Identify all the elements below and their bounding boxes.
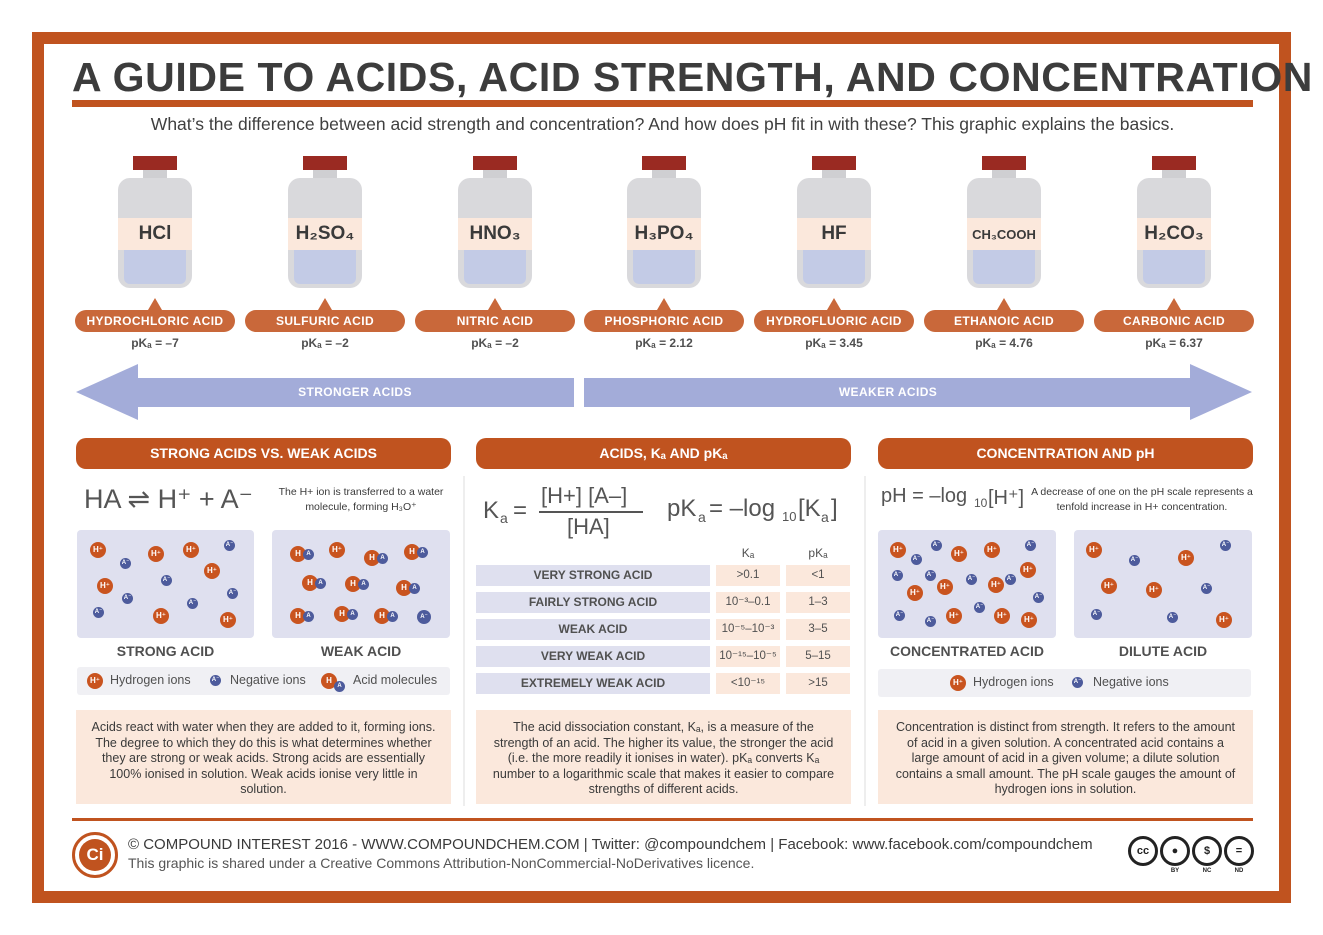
row-label: EXTREMELY WEAK ACID: [476, 673, 710, 694]
hydrogen-ion: H⁺: [984, 542, 1000, 558]
hydrogen-ion: H⁺: [204, 563, 220, 579]
concentration-legend: [878, 669, 1251, 697]
hydrogen-part: H: [404, 544, 420, 560]
hydrogen-ion: H⁺: [951, 546, 967, 562]
acid-pka: [415, 336, 575, 350]
acid-bottle: [458, 156, 532, 290]
pka-value: 4.76: [1009, 336, 1033, 350]
nc-label: NC: [1202, 868, 1212, 874]
row-ka: <10⁻¹⁵: [716, 673, 780, 694]
row-label: FAIRLY STRONG ACID: [476, 592, 710, 613]
acid-formula: HF: [797, 218, 871, 250]
hydrogen-part: H: [290, 608, 306, 624]
hydrogen-part: H: [302, 575, 318, 591]
bottle-cap: [303, 156, 347, 170]
acid-molecule: [374, 608, 400, 624]
hydrogen-ion: H⁺: [907, 585, 923, 601]
hydrogen-ion: H⁺: [1020, 562, 1036, 578]
pka-equation: [667, 495, 847, 535]
acid-pka: [754, 336, 914, 350]
bottle-body: [797, 178, 871, 288]
bottle-cap: [982, 156, 1026, 170]
acid-formula: H₃PO₄: [627, 218, 701, 250]
bottle-cap: [812, 156, 856, 170]
negative-ion: A⁻: [187, 598, 198, 609]
negative-ion: A⁻: [161, 575, 172, 586]
hydrogen-ion: H⁺: [1021, 612, 1037, 628]
legend-negative-ions: Negative ions: [230, 673, 306, 687]
hydrogen-ion: H⁺: [1086, 542, 1102, 558]
ka-pka-heading: ACIDS, Kₐ AND pKₐ: [476, 438, 851, 469]
section-divider: [463, 476, 465, 806]
equals-sign: =: [513, 497, 528, 524]
bottle-liquid: [1143, 246, 1205, 284]
dissociation-equation: HA ⇌ H⁺ + A⁻: [84, 484, 253, 514]
fraction-bar: [539, 511, 643, 513]
hydrogen-ion: H⁺: [994, 608, 1010, 624]
acid-name-label: HYDROCHLORIC ACID: [75, 310, 235, 332]
pka-column-header: pKₐ: [808, 546, 828, 560]
acid-name-label: HYDROFLUORIC ACID: [754, 310, 914, 332]
acid-bottle: [1137, 156, 1211, 290]
cc-icon: cc: [1128, 836, 1158, 866]
hydrogen-ion: H⁺: [90, 542, 106, 558]
negative-ion: A⁻: [925, 616, 936, 627]
negative-ion: A⁻: [1201, 583, 1212, 594]
pointer-triangle: [148, 298, 162, 310]
bottle-liquid: [803, 246, 865, 284]
hydrogen-part: H: [321, 673, 337, 689]
pka-symbol: pK: [667, 495, 697, 522]
nc-icon: $: [1192, 836, 1222, 866]
strong-acid-label: STRONG ACID: [116, 643, 215, 659]
pka-subscript: a: [698, 509, 706, 525]
weaker-acids-arrow: WEAKER ACIDS: [584, 378, 1192, 407]
ka-numerator: [H+] [A–]: [541, 483, 628, 508]
row-ka: 10⁻³–0.1: [716, 592, 780, 613]
concentrated-acid-diagram: [878, 530, 1056, 638]
dilute-acid-diagram: [1074, 530, 1252, 638]
ka-denominator: [HA]: [567, 514, 610, 539]
hydrogen-ion: H⁺: [97, 578, 113, 594]
acid-formula: CH₃COOH: [967, 218, 1041, 250]
negative-ion-key: A⁻: [1072, 677, 1083, 688]
bottle-body: [288, 178, 362, 288]
hydrogen-ion: H⁺: [946, 608, 962, 624]
negative-ion: A⁻: [892, 570, 903, 581]
pka-prefix: pKₐ =: [975, 336, 1007, 350]
hydrogen-part: H: [290, 546, 306, 562]
ka-column-header: Kₐ: [741, 546, 755, 560]
hydrogen-part: H: [334, 606, 350, 622]
acid-pka: [1094, 336, 1254, 350]
acid-molecule: [334, 606, 360, 622]
ka-explanation: The acid dissociation constant, Kₐ, is a measure of the strength of an acid. The higher its value, the stronger the acid (i.e. the more readily it ionises in water). pKₐ converts Kₐ number to a logarithmic scale that makes it easier to compare strengths of different acids.: [476, 710, 851, 804]
negative-ion: A⁻: [894, 610, 905, 621]
row-pka: 1–3: [786, 592, 850, 613]
bottle-body: [118, 178, 192, 288]
acid-molecule: [364, 550, 390, 566]
row-label: VERY STRONG ACID: [476, 565, 710, 586]
strong-weak-heading: STRONG ACIDS VS. WEAK ACIDS: [76, 438, 451, 469]
hydrogen-ion: H⁺: [1178, 550, 1194, 566]
bottle-liquid: [973, 246, 1035, 284]
negative-ion: A⁻: [1091, 609, 1102, 620]
bottle-body: [967, 178, 1041, 288]
negative-ion: A⁻: [931, 540, 942, 551]
close-bracket: ]: [831, 495, 838, 522]
hydrogen-ion: H⁺: [329, 542, 345, 558]
anion-part: A: [315, 578, 326, 589]
acid-name-label: PHOSPHORIC ACID: [584, 310, 744, 332]
pka-value: –2: [505, 336, 519, 350]
hydrogen-ion: H⁺: [220, 612, 236, 628]
negative-ion: A⁻: [1025, 540, 1036, 551]
acid-name-label: NITRIC ACID: [415, 310, 575, 332]
acid-name-label: SULFURIC ACID: [245, 310, 405, 332]
footer-credits: © COMPOUND INTEREST 2016 - WWW.COMPOUNDCHEM.COM | Twitter: @compoundchem | Facebook: www.facebook.com/compoundchem: [128, 836, 1093, 853]
by-label: BY: [1170, 868, 1180, 874]
pka-value: –2: [335, 336, 349, 350]
hydrogen-ion: H⁺: [148, 546, 164, 562]
pka-prefix: pKₐ =: [1145, 336, 1177, 350]
neg-log: = –log: [709, 495, 776, 522]
bottle-cap: [1152, 156, 1196, 170]
acid-pka: [924, 336, 1084, 350]
acid-molecule: [345, 576, 371, 592]
bottle-body: [627, 178, 701, 288]
bottle-liquid: [124, 246, 186, 284]
acid-name-label: ETHANOIC ACID: [924, 310, 1084, 332]
acid-bottle: [118, 156, 192, 290]
row-pka: 5–15: [786, 646, 850, 667]
acid-formula: H₂CO₃: [1137, 218, 1211, 250]
negative-ion: A⁻: [227, 588, 238, 599]
legend-acid-molecules: Acid molecules: [353, 673, 438, 687]
acid-formula: HCl: [118, 218, 192, 250]
pka-value: 6.37: [1179, 336, 1203, 350]
legend-hydrogen-ions: Hydrogen ions: [110, 673, 191, 687]
negative-ion: A⁻: [911, 554, 922, 565]
anion-part: A: [387, 611, 398, 622]
anion-part: A: [358, 579, 369, 590]
row-pka: <1: [786, 565, 850, 586]
acid-molecule: [396, 580, 422, 596]
hydrogen-ion: H⁺: [153, 608, 169, 624]
page-title: A GUIDE TO ACIDS, ACID STRENGTH, AND CONCENTRATION: [72, 54, 1314, 100]
bottle-cap: [642, 156, 686, 170]
acid-bottle: [627, 156, 701, 290]
strength-legend: [77, 667, 450, 695]
acid-molecule: [404, 544, 430, 560]
anion-part: A: [377, 553, 388, 564]
ka-equation: [483, 483, 653, 543]
negative-ion: A⁻: [974, 602, 985, 613]
row-label: WEAK ACID: [476, 619, 710, 640]
anion-part: A: [409, 583, 420, 594]
pointer-triangle: [997, 298, 1011, 310]
acid-molecule: [290, 608, 316, 624]
hydrogen-ion: H⁺: [1146, 582, 1162, 598]
acid-pka: [75, 336, 235, 350]
bottle-body: [458, 178, 532, 288]
hydrogen-part: H: [364, 550, 380, 566]
hydrogen-ion: H⁺: [937, 579, 953, 595]
arrow-left-head: [76, 364, 138, 420]
compound-interest-logo: [72, 832, 118, 878]
ka-symbol: K: [483, 497, 500, 524]
hydrogen-part: H: [345, 576, 361, 592]
hydrogen-ion: H⁺: [1101, 578, 1117, 594]
row-pka: 3–5: [786, 619, 850, 640]
pka-value: 3.45: [839, 336, 863, 350]
negative-ion: A⁻: [1033, 592, 1044, 603]
pointer-triangle: [1167, 298, 1181, 310]
ka-arg-subscript: a: [821, 509, 829, 525]
footer-licence: This graphic is shared under a Creative Commons Attribution-NonCommercial-NoDerivatives licence.: [128, 855, 755, 871]
arrow-right-head: [1190, 364, 1252, 420]
logo-text: Ci: [79, 839, 111, 871]
negative-ion: A⁻: [120, 558, 131, 569]
acid-formula: H₂SO₄: [288, 218, 362, 250]
bottle-liquid: [633, 246, 695, 284]
strong-acid-diagram: [77, 530, 254, 638]
pka-prefix: pKₐ =: [805, 336, 837, 350]
anion-part: A: [303, 549, 314, 560]
ph-equation: [881, 485, 1031, 519]
legend-hydrogen-ions: Hydrogen ions: [973, 675, 1054, 689]
ph-lhs: pH = –log: [881, 485, 968, 507]
negative-ion: A⁻: [224, 540, 235, 551]
negative-ion: A⁻: [1005, 574, 1016, 585]
pointer-triangle: [318, 298, 332, 310]
negative-ion: A⁻: [925, 570, 936, 581]
acid-bottle: [967, 156, 1041, 290]
ka-argument: [K: [798, 495, 821, 522]
anion-part: A: [334, 681, 345, 692]
bottle-liquid: [464, 246, 526, 284]
pka-value: –7: [165, 336, 179, 350]
row-pka: >15: [786, 673, 850, 694]
anion-part: A: [347, 609, 358, 620]
anion-part: A: [417, 547, 428, 558]
pointer-triangle: [657, 298, 671, 310]
dilute-acid-label: DILUTE ACID: [1118, 643, 1208, 659]
nd-icon: =: [1224, 836, 1254, 866]
acid-formula: HNO₃: [458, 218, 532, 250]
negative-ion: A⁻: [966, 574, 977, 585]
weak-acid-diagram: [272, 530, 450, 638]
negative-ion: A⁻: [417, 610, 431, 624]
legend-negative-ions: Negative ions: [1093, 675, 1169, 689]
acid-name-label: CARBONIC ACID: [1094, 310, 1254, 332]
hydrogen-part: H: [374, 608, 390, 624]
concentration-explanation: Concentration is distinct from strength. It refers to the amount of acid in a given solution. A concentrated acid contains a large amount of acid in a given volume; a dilute solution contains a small amount. The pH scale gauges the amount of hydrogen ions in solution.: [878, 710, 1253, 804]
acid-bottle: [797, 156, 871, 290]
weak-acid-label: WEAK ACID: [320, 643, 402, 659]
acid-molecule: [290, 546, 316, 562]
ph-argument: [H⁺]: [988, 487, 1025, 509]
row-label: VERY WEAK ACID: [476, 646, 710, 667]
by-icon: ●: [1160, 836, 1190, 866]
pka-prefix: pKₐ =: [131, 336, 163, 350]
row-ka: 10⁻⁵–10⁻³: [716, 619, 780, 640]
hydrogen-ion-key: H⁺: [87, 673, 103, 689]
h3o-note: The H+ ion is transferred to a water molecule, forming H₃O⁺: [278, 486, 444, 513]
section-divider: [864, 476, 866, 806]
page-subtitle: What’s the difference between acid strength and concentration? And how does pH fit in with these? This graphic explains the basics.: [150, 114, 1175, 134]
negative-ion: A⁻: [122, 593, 133, 604]
hydrogen-ion: H⁺: [890, 542, 906, 558]
strength-explanation: Acids react with water when they are added to it, forming ions. The degree to which they do this is what determines whether they are strong or weak acids. Strong acids are essentially 100% ionised in solution. Weak acids ionise very little in solution.: [76, 710, 451, 804]
log-base: 10: [782, 509, 797, 524]
negative-ion-key: A⁻: [210, 675, 221, 686]
nd-label: ND: [1234, 868, 1244, 874]
negative-ion: A⁻: [93, 607, 104, 618]
negative-ion: A⁻: [1220, 540, 1231, 551]
bottle-liquid: [294, 246, 356, 284]
hydrogen-ion: H⁺: [988, 577, 1004, 593]
pointer-triangle: [488, 298, 502, 310]
hydrogen-ion: H⁺: [183, 542, 199, 558]
hydrogen-part: H: [396, 580, 412, 596]
pka-prefix: pKₐ =: [471, 336, 503, 350]
anion-part: A: [303, 611, 314, 622]
footer-rule: [72, 818, 1253, 821]
ka-subscript: a: [500, 510, 508, 526]
pka-prefix: pKₐ =: [635, 336, 667, 350]
acid-molecule: [302, 575, 328, 591]
hydrogen-ion: H⁺: [1216, 612, 1232, 628]
negative-ion: A⁻: [1167, 612, 1178, 623]
acid-pka: [245, 336, 405, 350]
title-rule: [72, 100, 1253, 107]
pka-value: 2.12: [669, 336, 693, 350]
concentrated-acid-label: CONCENTRATED ACID: [890, 643, 1044, 659]
conc-ph-heading: CONCENTRATION AND pH: [878, 438, 1253, 469]
bottle-cap: [133, 156, 177, 170]
bottle-body: [1137, 178, 1211, 288]
row-ka: >0.1: [716, 565, 780, 586]
stronger-acids-arrow: STRONGER ACIDS: [136, 378, 574, 407]
pointer-triangle: [827, 298, 841, 310]
hydrogen-ion-key: H⁺: [950, 675, 966, 691]
bottle-cap: [473, 156, 517, 170]
row-ka: 10⁻¹⁵–10⁻⁵: [716, 646, 780, 667]
acid-bottle: [288, 156, 362, 290]
acid-pka: [584, 336, 744, 350]
ph-scale-note: A decrease of one on the pH scale represents a tenfold increase in H+ concentration.: [1031, 486, 1253, 513]
pka-prefix: pKₐ =: [301, 336, 333, 350]
negative-ion: A⁻: [1129, 555, 1140, 566]
acid-molecule-key: [321, 673, 347, 689]
ph-log-base: 10: [974, 496, 988, 510]
